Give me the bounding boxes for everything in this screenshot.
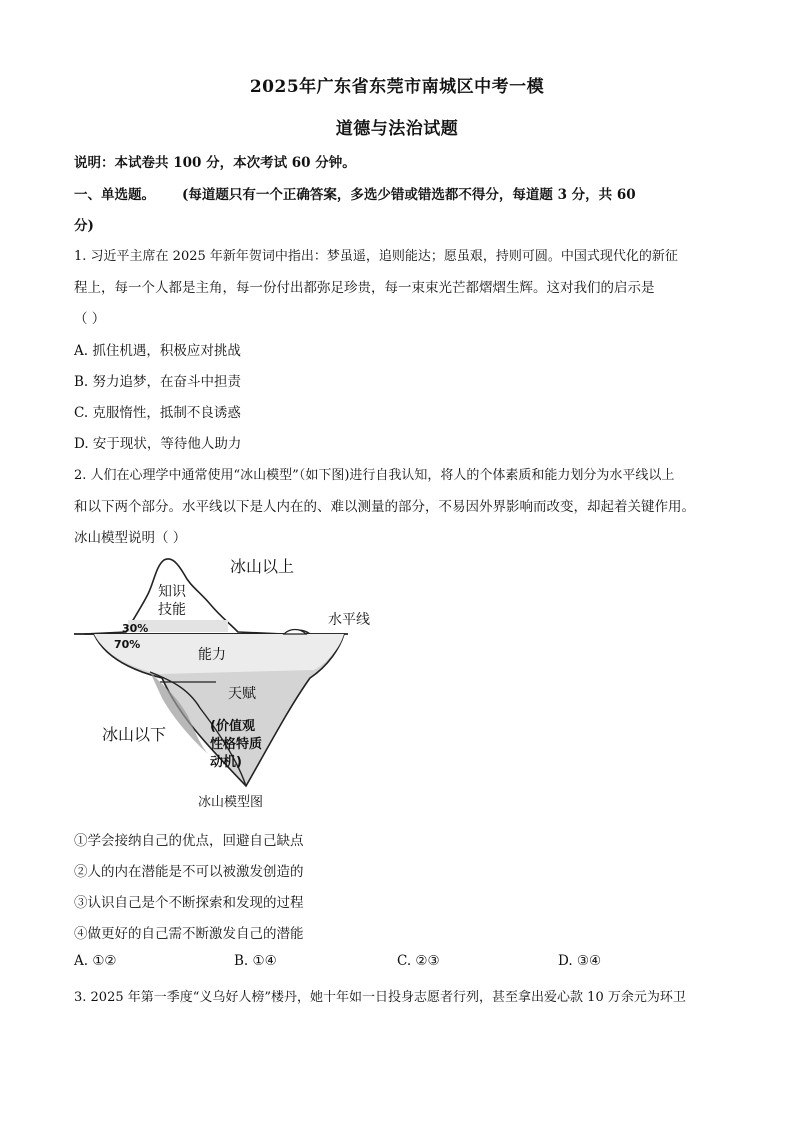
core-line-2: 性格特质 bbox=[210, 737, 263, 752]
q2-stem-line-1: 2. 人们在心理学中通常使用“冰山模型”（如下图)进行自我认知，将人的个体素质和能力划分为水平线以上 bbox=[74, 468, 675, 483]
iceberg-model-figure bbox=[70, 548, 390, 818]
q2-stem-line-3: 冰山模型说明（ ） bbox=[74, 530, 187, 546]
pct-bottom: 70% bbox=[114, 638, 141, 651]
q1-option-b: B. 努力追梦，在奋斗中担责 bbox=[74, 374, 242, 390]
q2-choice-a: A. ①② bbox=[74, 953, 117, 969]
label-waterline: 水平线 bbox=[328, 612, 370, 628]
q1-stem-line-2: 程上，每一个人都是主角，每一份付出都弥足珍贵，每一束束光芒都熠熠生辉。这对我们的启示是 bbox=[74, 280, 655, 296]
figure-caption: 冰山模型图 bbox=[198, 795, 264, 810]
page-subtitle: 道德与法治试题 bbox=[335, 119, 459, 139]
q1-option-d: D. 安于现状，等待他人助力 bbox=[74, 436, 242, 452]
q2-statement-3: ③认识自己是个不断探索和发现的过程 bbox=[74, 895, 304, 911]
q1-option-c: C. 克服惰性，抵制不良诱惑 bbox=[74, 405, 241, 421]
q2-statement-4: ④做更好的自己需不断激发自己的潜能 bbox=[74, 926, 304, 942]
section-rule-line1: (每道题只有一个正确答案，多选少错或错选都不得分，每道题 3 分，共 60 bbox=[182, 187, 636, 203]
q2-statement-1: ①学会接纳自己的优点，回避自己缺点 bbox=[74, 833, 304, 849]
q2-statement-2: ②人的内在潜能是不可以被激发创造的 bbox=[74, 864, 304, 880]
section-heading: 一、单选题。 bbox=[74, 187, 155, 203]
q1-answer-blank: （ ） bbox=[74, 311, 106, 327]
section-rule-line2: 分) bbox=[74, 218, 94, 234]
core-line-3: 动机) bbox=[210, 755, 242, 770]
tip-skills: 技能 bbox=[158, 602, 186, 618]
label-above: 冰山以上 bbox=[230, 557, 295, 576]
pct-top: 30% bbox=[122, 622, 149, 635]
core-line-1: (价值观 bbox=[210, 719, 255, 734]
q3-stem-line-1: 3. 2025 年第一季度“义乌好人榜”楼丹，她十年如一日投身志愿者行列，甚至拿出爱心款 10 万余元为环卫 bbox=[74, 990, 686, 1005]
layer-talent: 天赋 bbox=[228, 686, 256, 702]
q1-option-a: A. 抓住机遇，积极应对挑战 bbox=[74, 343, 241, 359]
page-title: 2025年广东省东莞市南城区中考一模 bbox=[249, 77, 545, 97]
exam-instructions: 说明：本试卷共 100 分，本次考试 60 分钟。 bbox=[74, 155, 356, 171]
layer-ability: 能力 bbox=[198, 647, 226, 663]
q2-choice-d: D. ③④ bbox=[558, 953, 602, 969]
label-below: 冰山以下 bbox=[102, 725, 167, 744]
q2-stem-line-2: 和以下两个部分。水平线以下是人内在的、难以测量的部分，不易因外界影响而改变，却起着关键作用。 bbox=[74, 499, 695, 515]
tip-knowledge: 知识 bbox=[158, 584, 186, 600]
q2-choice-c: C. ②③ bbox=[397, 953, 440, 969]
q1-stem-line-1: 1. 习近平主席在 2025 年新年贺词中指出：梦虽遥，追则能达；愿虽艰，持则可圆。中国式现代化的新征 bbox=[74, 249, 678, 264]
q2-choice-b: B. ①④ bbox=[234, 953, 277, 969]
